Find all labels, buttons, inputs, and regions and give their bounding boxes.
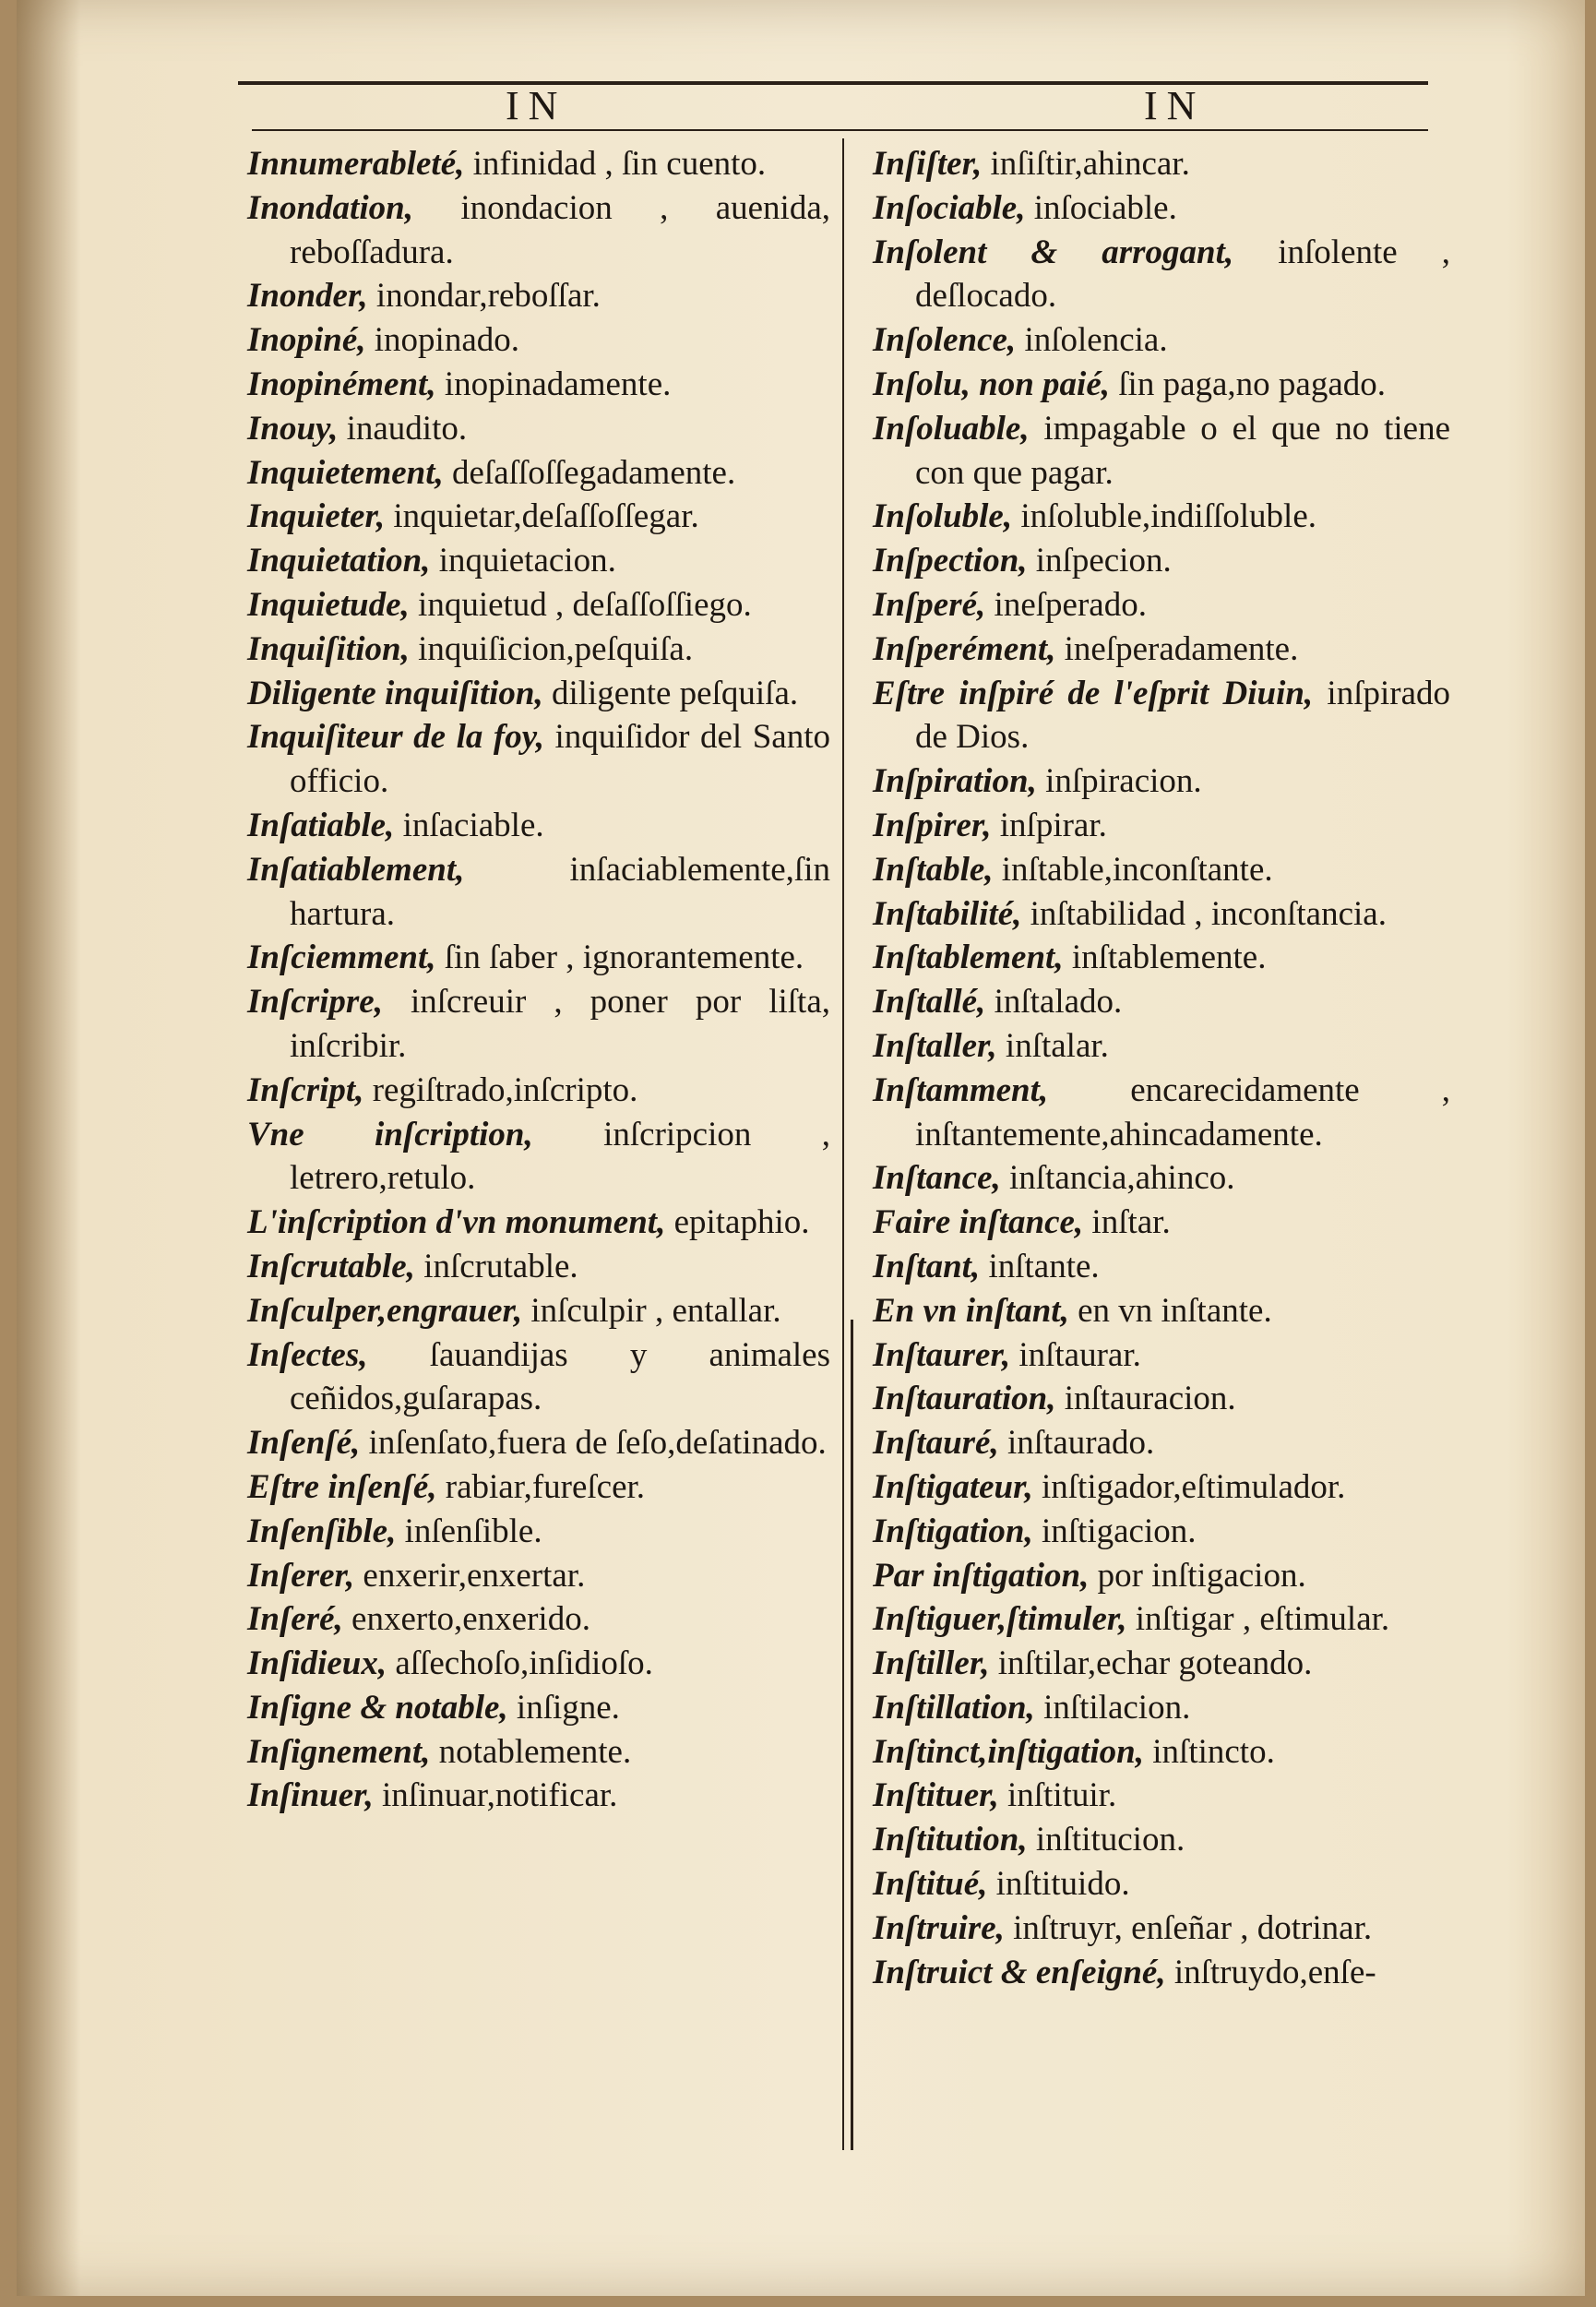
dictionary-entry (873, 1597, 1450, 1642)
dictionary-entry (247, 1774, 830, 1818)
entry-headword: Par inſtigation, (873, 1556, 1090, 1595)
entry-definition: inſoluble,indiſſoluble. (1012, 497, 1317, 536)
entry-definition: inſtilar,echar goteando. (989, 1644, 1313, 1683)
entry-definition: inſtruyr, enſeñar , dotrinar. (1004, 1908, 1373, 1947)
entry-definition: inſtruydo,enſe- (1165, 1953, 1376, 1991)
dictionary-entry (247, 936, 830, 980)
dictionary-entry (247, 1201, 830, 1245)
entry-definition: inopinadamente. (435, 365, 672, 403)
dictionary-entry (247, 1597, 830, 1642)
dictionary-entry (873, 1289, 1450, 1333)
entry-definition: inſtablemente. (1063, 938, 1267, 977)
entry-headword: Inſignement, (247, 1732, 431, 1771)
entry-headword: Inopiné, (247, 321, 366, 360)
entry-definition: inſaciable. (394, 806, 544, 844)
entry-definition: en vn inſtante. (1068, 1291, 1272, 1330)
entry-definition: inſtigador,eſtimulador. (1032, 1467, 1346, 1506)
entry-headword: Inſenſible, (247, 1512, 397, 1550)
entry-definition: inſculpir , entallar. (522, 1291, 781, 1330)
entry-definition: inſpirar. (991, 806, 1107, 844)
entry-headword: Inſciemment, (247, 938, 436, 977)
entry-headword: Inquietement, (247, 453, 444, 492)
entry-definition: inſtilacion. (1034, 1688, 1191, 1727)
left-running-head: IN (506, 83, 567, 128)
entry-definition: inſtaurado. (998, 1424, 1155, 1463)
entry-headword: Inſenſé, (247, 1424, 361, 1463)
entry-headword: Inſolu, non paié, (873, 365, 1111, 403)
entry-definition: inſcrutable. (414, 1247, 578, 1285)
entry-headword: Inſtiller, (873, 1644, 990, 1683)
entry-headword: Eſtre inſpiré de l'eſprit Diuin, (873, 674, 1314, 712)
entry-headword: Inſerer, (247, 1556, 355, 1595)
dictionary-entry (247, 628, 830, 672)
dictionary-entry (247, 1333, 830, 1422)
dictionary-entry (873, 804, 1450, 848)
dictionary-entry (247, 1421, 830, 1465)
entry-definition: inquiſidor del Santo officio. (290, 718, 830, 801)
dictionary-entry (247, 495, 830, 539)
entry-definition: inſpecion. (1027, 542, 1172, 580)
dictionary-entry (873, 539, 1450, 583)
dictionary-entry (873, 231, 1450, 319)
entry-headword: Inſtitution, (873, 1821, 1028, 1859)
entry-definition: por inſtigacion. (1089, 1556, 1306, 1595)
dictionary-entry (247, 1245, 830, 1289)
entry-headword: Inſoluable, (873, 409, 1030, 448)
entry-headword: Inquieter, (247, 497, 386, 536)
dictionary-entry (247, 407, 830, 451)
entry-definition: inaudito. (338, 409, 468, 448)
entry-headword: Inouy, (247, 409, 339, 448)
entry-headword: Inſtable, (873, 850, 994, 889)
entry-definition: inſenſato,fuera de ſeſo,deſatinado. (360, 1424, 827, 1463)
entry-definition: inopinado. (365, 321, 519, 360)
dictionary-entry (247, 1113, 830, 1201)
entry-headword: Inquiſiteur de la foy, (247, 718, 544, 757)
entry-headword: Vne inſcription, (247, 1115, 533, 1154)
entry-headword: Inſoluble, (873, 497, 1013, 536)
header-rule-lower (252, 129, 1428, 131)
dictionary-entry (247, 1730, 830, 1775)
entry-definition: inſolente , deſlocado. (915, 233, 1451, 316)
entry-headword: Inſperément, (873, 629, 1056, 668)
entry-headword: Diligente inquiſition, (247, 674, 543, 712)
entry-headword: Inſtance, (873, 1159, 1001, 1198)
entry-definition: notablemente. (430, 1732, 632, 1771)
entry-headword: Inſperé, (873, 585, 986, 624)
entry-definition: inſenſible. (396, 1512, 542, 1550)
entry-definition: inſtigar , eſtimular. (1126, 1600, 1390, 1639)
dictionary-entry (873, 1245, 1450, 1289)
dictionary-entry (873, 628, 1450, 672)
dictionary-entry (873, 848, 1450, 892)
entry-definition: inſcripcion , letrero,retulo. (290, 1115, 830, 1198)
entry-definition: inſtituido. (987, 1865, 1130, 1904)
entry-headword: Innumerableté, (247, 145, 465, 183)
entry-headword: Inquietation, (247, 542, 431, 580)
entry-headword: Inſidieux, (247, 1644, 387, 1683)
entry-definition: diligente peſquiſa. (542, 674, 799, 712)
dictionary-entry (247, 804, 830, 848)
entry-definition: inſtincto. (1144, 1732, 1275, 1771)
entry-headword: Inſtituer, (873, 1776, 999, 1815)
dictionary-entry (247, 1069, 830, 1113)
entry-headword: Inſinuer, (247, 1776, 374, 1815)
dictionary-entry (873, 1774, 1450, 1818)
entry-headword: Faire inſtance, (873, 1203, 1084, 1242)
dictionary-entry (873, 407, 1450, 496)
dictionary-entry (873, 892, 1450, 937)
entry-headword: Inſatiable, (247, 806, 395, 844)
entry-definition: inſpiracion. (1036, 762, 1202, 801)
entry-headword: Inſpection, (873, 542, 1028, 580)
entry-definition: inſtauracion. (1055, 1380, 1236, 1418)
entry-headword: Inſtigateur, (873, 1467, 1033, 1506)
dictionary-entry (873, 318, 1450, 363)
entry-definition: encarecidamente , inſtantemente,ahincadamente. (915, 1070, 1450, 1154)
entry-definition: ſin paga,no pagado. (1110, 365, 1387, 403)
entry-definition: inſtancia,ahinco. (1000, 1159, 1235, 1198)
dictionary-entry (873, 1951, 1450, 1995)
entry-headword: Inſtallé, (873, 983, 986, 1022)
entry-headword: Inſtabilité, (873, 894, 1022, 933)
entry-definition: impagable o el que no tiene con que pagar. (915, 409, 1450, 492)
entry-headword: Inſtruire, (873, 1908, 1005, 1947)
entry-definition: ineſperado. (985, 585, 1147, 624)
entry-headword: Inſtinct,inſtigation, (873, 1732, 1145, 1771)
dictionary-entry (873, 1510, 1450, 1554)
header-rule (238, 81, 1428, 85)
entry-headword: Inſtiguer,ſtimuler, (873, 1600, 1127, 1639)
entry-definition: epitaphio. (665, 1203, 810, 1242)
right-column (873, 142, 1450, 1994)
dictionary-entry (247, 672, 830, 716)
dictionary-entry (873, 583, 1450, 628)
dictionary-entry (873, 936, 1450, 980)
entry-headword: L'inſcription d'vn monument, (247, 1203, 666, 1242)
dictionary-entry (873, 1642, 1450, 1686)
entry-definition: inſtitucion. (1027, 1821, 1185, 1859)
spine-shadow (17, 0, 81, 2296)
entry-headword: Inſcript, (247, 1070, 364, 1109)
entry-definition: infinidad , ſin cuento. (464, 145, 767, 183)
dictionary-entry (247, 142, 830, 186)
entry-headword: Inquiſition, (247, 629, 410, 668)
entry-headword: Inſtauration, (873, 1380, 1056, 1418)
entry-definition: inſtituir. (998, 1776, 1117, 1815)
dictionary-entry (247, 1465, 830, 1510)
entry-headword: Inſtauré, (873, 1424, 999, 1463)
dictionary-entry (873, 1465, 1450, 1510)
entry-headword: Inſigne & notable, (247, 1688, 508, 1727)
entry-definition: inſtigacion. (1032, 1512, 1197, 1550)
entry-definition: inondar,reboſſar. (367, 277, 601, 316)
dictionary-entry (247, 715, 830, 804)
entry-definition: inſtabilidad , inconſtancia. (1021, 894, 1387, 933)
entry-definition: inſtalado. (985, 983, 1123, 1022)
dictionary-entry (873, 1156, 1450, 1201)
entry-headword: Inſpiration, (873, 762, 1037, 801)
entry-headword: Inopinément, (247, 365, 436, 403)
entry-definition: deſaſſoſſegadamente. (443, 453, 736, 492)
entry-headword: Inſcripre, (247, 983, 383, 1022)
entry-definition: inſtar. (1083, 1203, 1171, 1242)
dictionary-entry (247, 980, 830, 1069)
entry-definition: inſaciablemente,ſin hartura. (290, 850, 830, 933)
entry-definition: inſtante. (980, 1247, 1100, 1285)
entry-headword: Inſolence, (873, 321, 1017, 360)
entry-definition: regiſtrado,inſcripto. (363, 1070, 638, 1109)
entry-headword: Eſtre inſenſé, (247, 1467, 437, 1506)
dictionary-entry (873, 142, 1450, 186)
entry-definition: inſiſtir,ahincar. (982, 145, 1190, 183)
entry-headword: Inſociable, (873, 188, 1026, 227)
dictionary-entry (873, 1554, 1450, 1598)
entry-definition: enxerir,enxertar. (354, 1556, 586, 1595)
book-page (17, 0, 1585, 2296)
entry-headword: Inquietude, (247, 585, 410, 624)
dictionary-entry (247, 1289, 830, 1333)
dictionary-entry (247, 274, 830, 318)
entry-definition: inſpirado de Dios. (915, 674, 1451, 757)
entry-headword: Inſtaller, (873, 1026, 997, 1065)
dictionary-entry (247, 1642, 830, 1686)
dictionary-entry (247, 451, 830, 496)
entry-headword: Inſculper,engrauer, (247, 1291, 523, 1330)
column-divider-thick (851, 1320, 853, 2150)
entry-definition: ſin ſaber , ignorantemente. (435, 938, 804, 977)
entry-definition: ſauandijas y animales ceñidos,guſarapas. (290, 1335, 830, 1418)
entry-headword: Inſtruict & enſeigné, (873, 1953, 1166, 1991)
dictionary-entry (873, 495, 1450, 539)
left-column (247, 142, 830, 1818)
entry-definition: inquietud , deſaſſoſſiego. (409, 585, 752, 624)
entry-headword: Inſcrutable, (247, 1247, 415, 1285)
entry-definition: ineſperadamente. (1055, 629, 1299, 668)
column-divider (842, 138, 844, 2150)
dictionary-entry (873, 1377, 1450, 1421)
entry-headword: Inſolent & arrogant, (873, 233, 1234, 271)
entry-definition: inſigne. (507, 1688, 620, 1727)
dictionary-entry (873, 672, 1450, 760)
dictionary-entry (247, 363, 830, 407)
entry-headword: Inſectes, (247, 1335, 368, 1374)
dictionary-entry (873, 1421, 1450, 1465)
entry-headword: Inondation, (247, 188, 413, 227)
dictionary-entry (247, 1510, 830, 1554)
dictionary-entry (247, 1686, 830, 1730)
dictionary-entry (873, 1024, 1450, 1069)
dictionary-entry (247, 539, 830, 583)
dictionary-entry (247, 848, 830, 937)
dictionary-entry (873, 186, 1450, 231)
entry-headword: Inſiſter, (873, 145, 983, 183)
dictionary-entry (873, 1201, 1450, 1245)
dictionary-entry (247, 318, 830, 363)
dictionary-entry (247, 1554, 830, 1598)
entry-headword: Inſtillation, (873, 1688, 1035, 1727)
dictionary-entry (247, 186, 830, 275)
dictionary-entry (873, 1069, 1450, 1157)
entry-definition: inſcreuir , poner por liſta, inſcribir. (290, 983, 830, 1065)
entry-definition: aſſechoſo,inſidioſo. (387, 1644, 653, 1683)
dictionary-entry (873, 1686, 1450, 1730)
dictionary-entry (873, 759, 1450, 804)
entry-definition: inondacion , auenida, reboſſadura. (290, 188, 830, 271)
entry-headword: En vn inſtant, (873, 1291, 1069, 1330)
entry-definition: inquietacion. (430, 542, 616, 580)
entry-definition: inſtaurar. (1010, 1335, 1141, 1374)
entry-definition: inſociable. (1025, 188, 1177, 227)
dictionary-entry (873, 1730, 1450, 1775)
dictionary-entry (247, 583, 830, 628)
entry-definition: inquietar,deſaſſoſſegar. (385, 497, 699, 536)
entry-definition: inſolencia. (1016, 321, 1168, 360)
entry-headword: Inſtant, (873, 1247, 981, 1285)
dictionary-entry (873, 1907, 1450, 1951)
entry-headword: Inſtigation, (873, 1512, 1033, 1550)
entry-headword: Inſtamment, (873, 1070, 1049, 1109)
entry-definition: inſtalar. (996, 1026, 1109, 1065)
entry-headword: Inſtaurer, (873, 1335, 1011, 1374)
dictionary-entry (873, 1333, 1450, 1378)
dictionary-entry (873, 363, 1450, 407)
entry-definition: rabiar,fureſcer. (436, 1467, 646, 1506)
entry-definition: inquiſicion,peſquiſa. (409, 629, 694, 668)
entry-headword: Inſatiablement, (247, 850, 465, 889)
dictionary-entry (873, 980, 1450, 1024)
entry-headword: Inſtitué, (873, 1865, 988, 1904)
dictionary-entry (873, 1818, 1450, 1862)
entry-headword: Inſtablement, (873, 938, 1064, 977)
entry-headword: Inſpirer, (873, 806, 992, 844)
dictionary-entry (873, 1862, 1450, 1907)
entry-definition: inſtable,inconſtante. (993, 850, 1273, 889)
entry-definition: enxerto,enxerido. (342, 1600, 590, 1639)
right-running-head: IN (1144, 83, 1206, 128)
entry-headword: Inonder, (247, 277, 368, 316)
entry-definition: inſinuar,notificar. (373, 1776, 618, 1815)
entry-headword: Inſeré, (247, 1600, 343, 1639)
